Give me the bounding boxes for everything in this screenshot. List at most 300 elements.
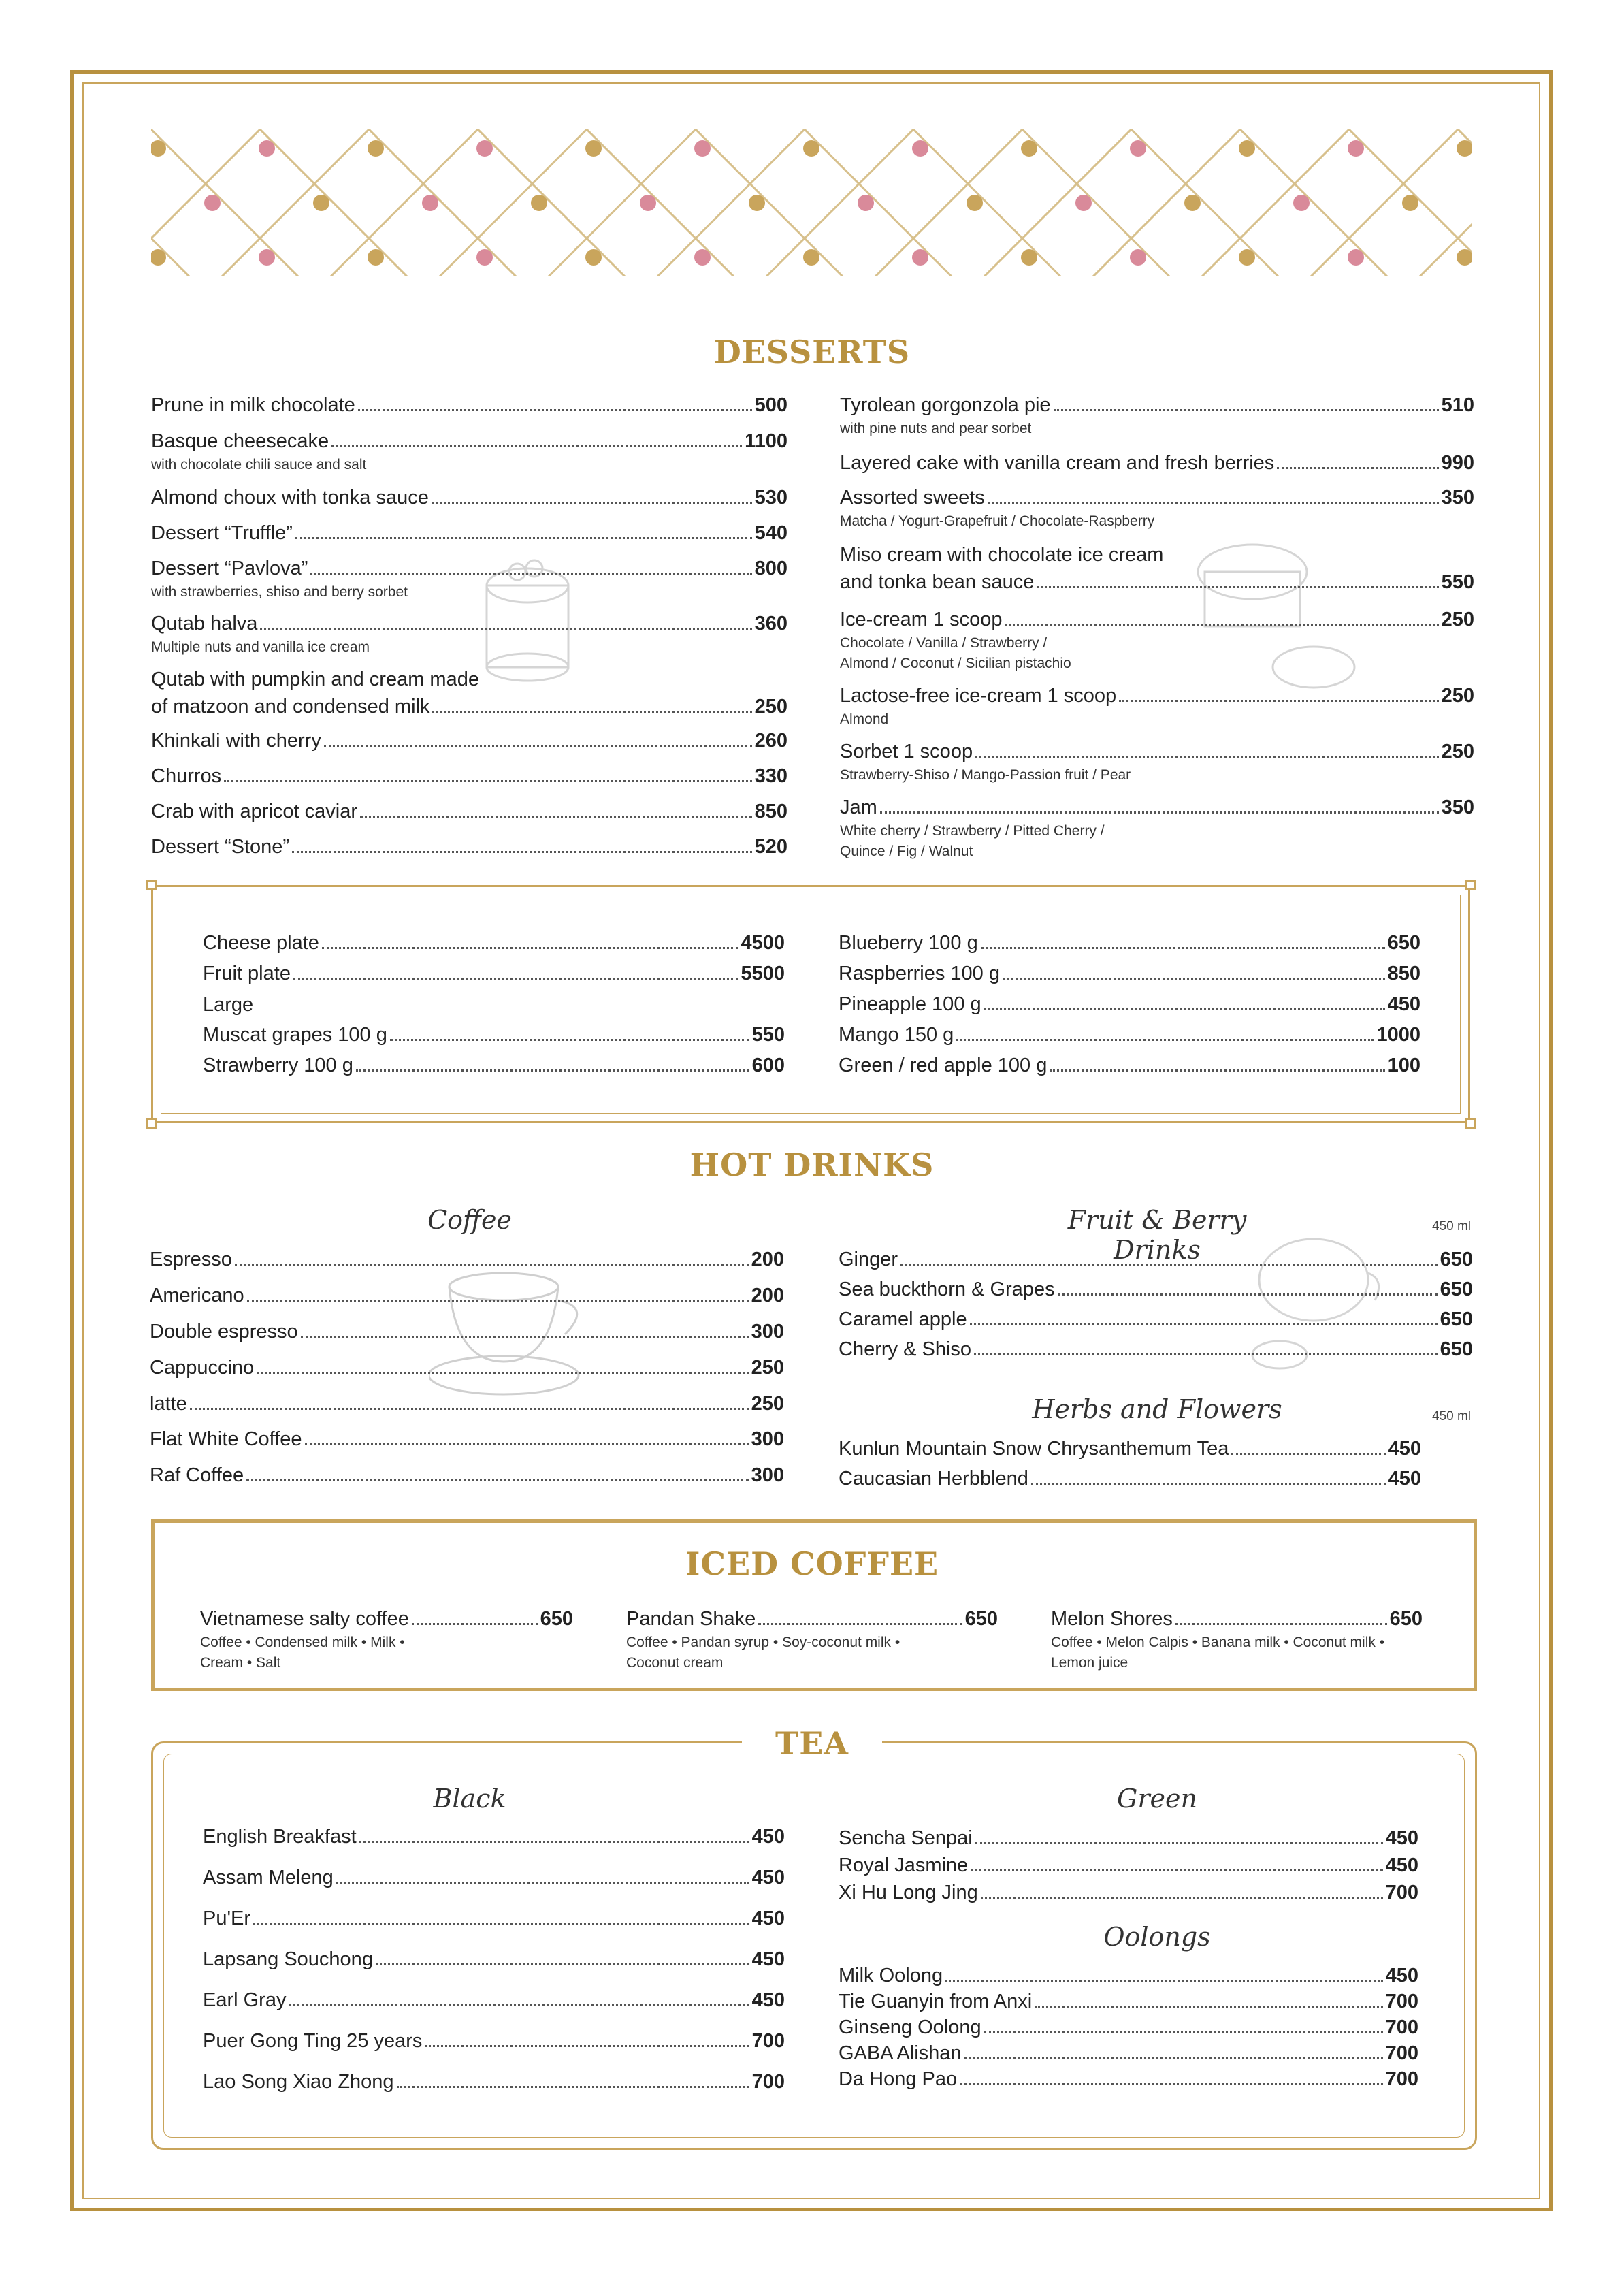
- menu-item: [840, 682, 1474, 730]
- menu-item-row: [203, 1021, 785, 1048]
- menu-item-name: Layered cake with vanilla cream and fresh berries: [840, 452, 1275, 474]
- dot-leader: [981, 1897, 1383, 1899]
- menu-item-row: [840, 794, 1474, 821]
- iced-coffee-heading: ICED COFFEE: [685, 1545, 939, 1582]
- menu-item: [203, 1021, 785, 1048]
- menu-item-description: Coconut cream: [626, 1655, 724, 1671]
- pattern-motif: [585, 249, 602, 266]
- menu-item-name: Almond choux with tonka sauce: [151, 487, 429, 509]
- dot-leader: [224, 780, 751, 782]
- menu-item-row: [150, 1246, 784, 1273]
- pattern-motif: [803, 249, 819, 266]
- decorative-pattern-banner: [151, 129, 1472, 276]
- menu-item: [839, 1988, 1418, 2015]
- dot-leader: [975, 756, 1439, 758]
- menu-item-name: Double espresso: [150, 1321, 298, 1342]
- menu-item-name: Cappuccino: [150, 1357, 255, 1379]
- menu-item-name: Milk Oolong: [839, 1965, 943, 1987]
- dot-leader: [358, 409, 752, 411]
- menu-item-description: Quince / Fig / Walnut: [840, 843, 973, 859]
- dot-leader: [253, 1923, 749, 1925]
- menu-item-price: 300: [751, 1464, 784, 1486]
- pattern-motif: [259, 249, 275, 266]
- dot-leader: [359, 1841, 749, 1843]
- dot-leader: [945, 1980, 1382, 1982]
- dot-leader: [247, 1300, 749, 1302]
- dot-leader: [960, 2083, 1382, 2085]
- menu-item-name: Caucasian Herbblend: [839, 1468, 1028, 1490]
- dot-leader: [1037, 586, 1438, 588]
- menu-item-price: 850: [1387, 963, 1420, 984]
- menu-item-row: [151, 428, 787, 455]
- dot-leader: [336, 1882, 749, 1884]
- menu-item: [839, 1336, 1473, 1363]
- pattern-motif: [204, 195, 221, 211]
- menu-item-row: [203, 2027, 785, 2055]
- menu-item-price: 650: [1440, 1338, 1473, 1360]
- menu-item: [150, 1426, 784, 1453]
- menu-item-name: Muscat grapes 100 g: [203, 1024, 387, 1046]
- dot-leader: [1050, 1069, 1384, 1072]
- menu-item-row: [203, 929, 785, 956]
- pattern-motif: [694, 140, 711, 157]
- menu-item: [840, 449, 1474, 477]
- menu-item-price: 350: [1441, 797, 1474, 818]
- menu-item-name: Kunlun Mountain Snow Chrysanthemum Tea: [839, 1438, 1229, 1460]
- dot-leader: [758, 1623, 962, 1625]
- menu-item-price: 450: [751, 1948, 785, 1970]
- dot-leader: [246, 1479, 749, 1481]
- menu-item-name: Cherry & Shiso: [839, 1338, 972, 1360]
- menu-item: [839, 1852, 1418, 1879]
- menu-item-row: [203, 1052, 785, 1079]
- menu-item-row: [840, 449, 1474, 477]
- menu-item: [839, 1879, 1418, 1906]
- menu-item-name: Mango 150 g: [839, 1024, 954, 1046]
- pattern-motif: [967, 195, 983, 211]
- menu-item: [150, 1282, 784, 1309]
- menu-item-row: [839, 1246, 1473, 1273]
- menu-item-description: with pine nuts and pear sorbet: [840, 421, 1032, 436]
- dot-leader: [292, 851, 752, 853]
- menu-item-row: [150, 1318, 784, 1345]
- menu-item-price: 700: [1385, 2042, 1418, 2064]
- pattern-motif: [694, 249, 711, 266]
- menu-item-row: [203, 2068, 785, 2095]
- menu-item: [150, 1390, 784, 1417]
- menu-item-price: 650: [1440, 1278, 1473, 1300]
- pattern-motif: [1130, 140, 1146, 157]
- desserts-heading: DESSERTS: [713, 334, 911, 370]
- menu-item: [151, 428, 787, 475]
- menu-item-name: Dessert “Truffle”: [151, 522, 293, 544]
- dot-leader: [425, 2045, 749, 2047]
- dot-leader: [397, 2086, 749, 2088]
- menu-item: [839, 1246, 1473, 1273]
- coffee-subheading: Coffee: [427, 1205, 512, 1235]
- menu-item-name: Green / red apple 100 g: [839, 1055, 1048, 1076]
- menu-item-name: Fruit plate: [203, 963, 291, 984]
- menu-item-row: [203, 960, 785, 987]
- menu-item-name: GABA Alishan: [839, 2042, 962, 2064]
- menu-item-name-cont: and tonka bean sauce: [840, 571, 1035, 593]
- pattern-motif: [1021, 140, 1037, 157]
- dot-leader: [974, 1353, 1438, 1355]
- menu-item: [840, 541, 1474, 596]
- menu-item-price: 1000: [1376, 1024, 1420, 1046]
- fruit-volume-label: 450 ml: [1432, 1219, 1472, 1234]
- menu-item-description: Coffee • Melon Calpis • Banana milk • Coconut milk •: [1051, 1635, 1385, 1650]
- pattern-motif: [749, 195, 765, 211]
- menu-item-name: Basque cheesecake: [151, 430, 329, 452]
- menu-item-price: 450: [751, 1989, 785, 2011]
- menu-item: [203, 1905, 785, 1932]
- dot-leader: [322, 947, 738, 949]
- menu-item-row: [151, 610, 787, 637]
- menu-item-row: [151, 555, 787, 582]
- menu-item-price: 550: [1441, 571, 1474, 593]
- menu-item-name: Qutab halva: [151, 613, 258, 634]
- dot-leader: [324, 745, 752, 747]
- menu-item-row: [151, 727, 787, 754]
- pattern-motif: [1239, 140, 1255, 157]
- menu-item-row: [839, 1052, 1420, 1079]
- menu-item-name: Assorted sweets: [840, 487, 985, 509]
- menu-item: [151, 391, 787, 419]
- dot-leader: [301, 1336, 749, 1338]
- menu-item-row: [151, 693, 787, 720]
- menu-item-name: Xi Hu Long Jing: [839, 1882, 978, 1903]
- menu-item-price: 650: [540, 1608, 573, 1630]
- menu-item-row: [626, 1605, 998, 1632]
- menu-item-price: 1100: [745, 430, 787, 452]
- iced-coffee-item: [1051, 1605, 1423, 1673]
- menu-item-price: 550: [751, 1024, 785, 1046]
- menu-item-price: 330: [754, 765, 787, 787]
- menu-item-description: Coffee • Pandan syrup • Soy-coconut milk •: [626, 1635, 900, 1650]
- menu-item: [839, 960, 1420, 987]
- menu-item-row: [839, 1021, 1420, 1048]
- menu-item: [203, 1946, 785, 1973]
- menu-item-name: Raspberries 100 g: [839, 963, 1000, 984]
- iced-coffee-item: [626, 1605, 998, 1673]
- menu-item-price: 650: [1440, 1308, 1473, 1330]
- dot-leader: [970, 1323, 1438, 1325]
- menu-item-row: [203, 1987, 785, 2014]
- menu-item-name: Ginger: [839, 1249, 898, 1270]
- pattern-motif: [422, 195, 438, 211]
- green-tea-subheading: Green: [1117, 1784, 1197, 1814]
- menu-item-name: Sorbet 1 scoop: [840, 741, 973, 762]
- menu-item: [150, 1354, 784, 1381]
- menu-item-row: [150, 1354, 784, 1381]
- dot-leader: [1175, 1623, 1387, 1625]
- menu-item-name: Crab with apricot caviar: [151, 801, 357, 822]
- menu-item-price: 700: [1385, 2016, 1418, 2038]
- menu-item-row: [839, 1879, 1418, 1906]
- menu-item-row: [203, 1946, 785, 1973]
- menu-item-row: [839, 1306, 1473, 1333]
- menu-item: [839, 1824, 1418, 1852]
- menu-item-price: 530: [754, 487, 787, 509]
- menu-item-row: [151, 798, 787, 825]
- menu-item-row: [203, 1905, 785, 1932]
- dot-leader: [975, 1842, 1383, 1844]
- dot-leader: [1031, 1483, 1386, 1485]
- menu-item-name: English Breakfast: [203, 1826, 357, 1848]
- menu-item: [203, 2068, 785, 2095]
- dot-leader: [331, 445, 742, 447]
- menu-item-name: Assam Meleng: [203, 1867, 334, 1888]
- menu-item: [203, 991, 785, 1018]
- menu-item: [839, 1435, 1421, 1462]
- dot-leader: [432, 711, 751, 713]
- menu-item: [839, 991, 1420, 1018]
- menu-item-price: 450: [1385, 1854, 1418, 1876]
- pattern-motif: [1348, 140, 1364, 157]
- menu-item-price: 990: [1441, 452, 1474, 474]
- pattern-motif: [912, 249, 928, 266]
- menu-item: [203, 929, 785, 956]
- menu-item-description: with chocolate chili sauce and salt: [151, 457, 367, 472]
- menu-item: [839, 1276, 1473, 1303]
- pattern-motif: [640, 195, 656, 211]
- herbs-flowers-subheading: Herbs and Flowers: [1032, 1394, 1282, 1424]
- dot-leader: [360, 816, 752, 818]
- menu-item-name: Qutab with pumpkin and cream made: [151, 669, 479, 690]
- corner-ornament: [1465, 1118, 1476, 1129]
- menu-item-price: 200: [751, 1249, 784, 1270]
- dot-leader: [880, 811, 1439, 814]
- menu-item: [151, 610, 787, 658]
- menu-item-name: Prune in milk chocolate: [151, 394, 355, 416]
- menu-item-name: Flat White Coffee: [150, 1428, 302, 1450]
- menu-item-name: Blueberry 100 g: [839, 932, 978, 954]
- pattern-motif: [1348, 249, 1364, 266]
- dot-leader: [235, 1264, 749, 1266]
- pattern-motif: [368, 140, 384, 157]
- menu-item-name: Royal Jasmine: [839, 1854, 969, 1876]
- menu-item-description: White cherry / Strawberry / Pitted Cherry /: [840, 823, 1105, 839]
- menu-item-name: Jam: [840, 797, 877, 818]
- menu-item-name: Dessert “Stone”: [151, 836, 290, 858]
- menu-item-name: Strawberry 100 g: [203, 1055, 353, 1076]
- menu-item-price: 360: [754, 613, 787, 634]
- menu-item-row: [839, 2065, 1418, 2093]
- menu-item-row: [150, 1282, 784, 1309]
- menu-item-name: Raf Coffee: [150, 1464, 244, 1486]
- dot-leader: [1119, 700, 1438, 702]
- menu-item-price: 250: [1441, 685, 1474, 707]
- menu-item: [150, 1246, 784, 1273]
- menu-item-row: [839, 991, 1420, 1018]
- pattern-motif: [912, 140, 928, 157]
- dot-leader: [971, 1869, 1382, 1871]
- menu-item-price: 250: [751, 1357, 784, 1379]
- pattern-motif: [803, 140, 819, 157]
- black-tea-subheading: Black: [433, 1784, 506, 1814]
- dot-leader: [376, 1963, 749, 1965]
- menu-item-price: 540: [754, 522, 787, 544]
- menu-item-row: [840, 606, 1474, 633]
- menu-item-price: 500: [754, 394, 787, 416]
- dot-leader: [305, 1443, 749, 1445]
- menu-item-row: [839, 1988, 1418, 2015]
- dot-leader: [1058, 1293, 1438, 1296]
- menu-item-row: [839, 1465, 1421, 1492]
- menu-item-description: Coffee • Condensed milk • Milk •: [200, 1635, 405, 1650]
- pattern-motif: [585, 140, 602, 157]
- menu-item-row: [151, 519, 787, 547]
- menu-item-description: Multiple nuts and vanilla ice cream: [151, 639, 370, 655]
- fruit-berry-subheading: Fruit & Berry Drinks: [1067, 1205, 1247, 1265]
- menu-item-row: [200, 1605, 573, 1632]
- menu-item: [840, 391, 1474, 439]
- menu-item-description: Almond / Coconut / Sicilian pistachio: [840, 656, 1071, 671]
- menu-item-row: [151, 833, 787, 860]
- dot-leader: [257, 1372, 748, 1374]
- menu-item: [840, 606, 1474, 674]
- dot-leader: [310, 573, 751, 575]
- hot-drinks-heading: HOT DRINKS: [689, 1146, 935, 1183]
- pattern-motif: [1184, 195, 1201, 211]
- menu-item-row: [840, 568, 1474, 596]
- menu-item-price: 510: [1441, 394, 1474, 416]
- menu-item-price: 450: [751, 1867, 785, 1888]
- menu-item: [151, 484, 787, 511]
- menu-item: [839, 1052, 1420, 1079]
- menu-item-row: [203, 1823, 785, 1850]
- menu-item-row: [151, 762, 787, 790]
- menu-item-name: Dessert “Pavlova”: [151, 558, 308, 579]
- menu-item-price: 450: [751, 1826, 785, 1848]
- menu-item-row: [840, 682, 1474, 709]
- dot-leader: [981, 947, 1385, 949]
- menu-item-price: 5500: [741, 963, 785, 984]
- menu-item: [150, 1462, 784, 1489]
- menu-item-name: Churros: [151, 765, 222, 787]
- menu-item: [839, 2065, 1418, 2093]
- menu-item-name: Tyrolean gorgonzola pie: [840, 394, 1051, 416]
- menu-item-price: 800: [754, 558, 787, 579]
- menu-item: [151, 519, 787, 547]
- menu-item-name: Pineapple 100 g: [839, 993, 981, 1015]
- menu-item-price: 650: [1440, 1249, 1473, 1270]
- menu-item-price: 650: [964, 1608, 998, 1630]
- menu-item: [203, 1052, 785, 1079]
- menu-item-name: Caramel apple: [839, 1308, 967, 1330]
- menu-item-price: 300: [751, 1321, 784, 1342]
- menu-item: [839, 929, 1420, 956]
- menu-item-row: [839, 1852, 1418, 1879]
- menu-item-name: Espresso: [150, 1249, 232, 1270]
- menu-item-row: [150, 1462, 784, 1489]
- menu-item-price: 450: [1388, 1438, 1421, 1460]
- pattern-motif: [368, 249, 384, 266]
- dot-leader: [1005, 624, 1439, 626]
- pattern-motif: [531, 195, 547, 211]
- menu-item-label: Large: [203, 994, 254, 1016]
- dot-leader: [964, 2057, 1383, 2059]
- menu-item: [840, 484, 1474, 532]
- menu-item: [840, 794, 1474, 862]
- dot-leader: [1054, 409, 1439, 411]
- menu-item-name: Khinkali with cherry: [151, 730, 321, 752]
- menu-item-name: Vietnamese salty coffee: [200, 1608, 409, 1630]
- dot-leader: [293, 978, 738, 980]
- menu-item-row: [839, 2014, 1418, 2041]
- dot-leader: [1035, 2006, 1382, 2008]
- menu-item-description: Lemon juice: [1051, 1655, 1128, 1671]
- menu-item-name: Cheese plate: [203, 932, 319, 954]
- menu-item: [839, 1962, 1418, 1989]
- menu-item-name: Ice-cream 1 scoop: [840, 609, 1003, 630]
- pattern-motif: [476, 249, 493, 266]
- dot-leader: [289, 2004, 749, 2006]
- menu-item: [151, 727, 787, 754]
- menu-item-description: Almond: [840, 711, 889, 727]
- menu-item-row: [203, 1864, 785, 1891]
- menu-item-row: [840, 738, 1474, 765]
- menu-item: [203, 1864, 785, 1891]
- pattern-motif: [1239, 249, 1255, 266]
- menu-item-price: 450: [1387, 993, 1420, 1015]
- menu-item: [150, 1318, 784, 1345]
- menu-item-price: 450: [1385, 1965, 1418, 1987]
- tea-heading: TEA: [775, 1725, 849, 1762]
- pattern-motif: [1075, 195, 1092, 211]
- pattern-motif: [476, 140, 493, 157]
- dot-leader: [412, 1623, 538, 1625]
- menu-item-price: 700: [1385, 2068, 1418, 2090]
- dot-leader: [356, 1069, 749, 1072]
- menu-item-price: 450: [1388, 1468, 1421, 1490]
- pattern-motif: [1293, 195, 1310, 211]
- menu-item-row: [150, 1426, 784, 1453]
- dot-leader: [390, 1039, 749, 1041]
- dot-leader: [988, 502, 1439, 504]
- menu-item-price: 700: [1385, 1991, 1418, 2012]
- menu-item-row: [1051, 1605, 1423, 1632]
- menu-item-row: [151, 484, 787, 511]
- menu-item-row: [839, 1276, 1473, 1303]
- menu-item: [151, 798, 787, 825]
- menu-item-price: 850: [754, 801, 787, 822]
- menu-item: [203, 1823, 785, 1850]
- dot-leader: [900, 1264, 1438, 1266]
- menu-item-price: 350: [1441, 487, 1474, 509]
- menu-item-price: 250: [1441, 609, 1474, 630]
- menu-item: [203, 2027, 785, 2055]
- menu-item-row: [150, 1390, 784, 1417]
- menu-item-price: 700: [751, 2071, 785, 2093]
- menu-item-row: [839, 2040, 1418, 2067]
- menu-item-row: [839, 960, 1420, 987]
- corner-ornament: [146, 1118, 157, 1129]
- menu-item-price: 250: [754, 696, 787, 718]
- pattern-motif: [259, 140, 275, 157]
- menu-item-description: with strawberries, shiso and berry sorbet: [151, 584, 408, 600]
- menu-item-name: Pandan Shake: [626, 1608, 756, 1630]
- menu-item-price: 250: [1441, 741, 1474, 762]
- menu-item: [151, 833, 787, 860]
- menu-item-price: 250: [751, 1393, 784, 1415]
- herbs-volume-label: 450 ml: [1432, 1409, 1472, 1424]
- menu-item: [203, 1987, 785, 2014]
- menu-item-description: Matcha / Yogurt-Grapefruit / Chocolate-Raspberry: [840, 513, 1155, 529]
- menu-item-row: [839, 1962, 1418, 1989]
- menu-item-row: [840, 484, 1474, 511]
